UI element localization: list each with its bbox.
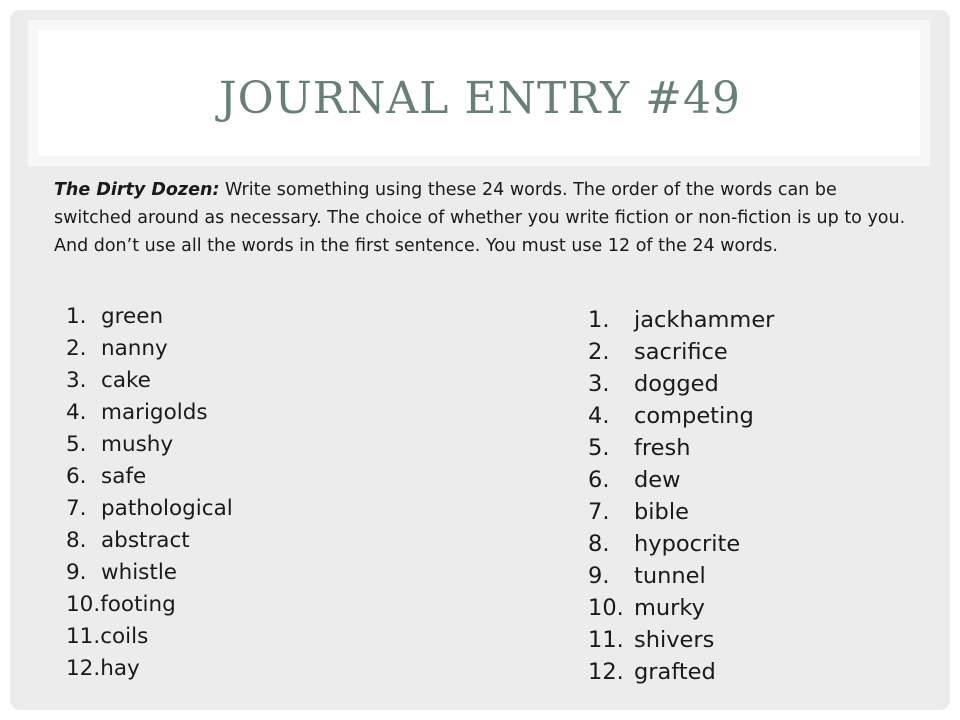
list-item <box>588 368 918 400</box>
list-item-number: 2. <box>66 336 87 361</box>
list-item-word: bible <box>634 499 689 525</box>
list-item-word: coils <box>100 624 149 649</box>
list-item-word: murky <box>634 595 705 621</box>
list-item <box>66 301 366 333</box>
instructions <box>54 176 914 260</box>
list-item <box>66 653 366 685</box>
list-item-number: 11. <box>66 624 101 649</box>
list-item-word: marigolds <box>101 400 208 425</box>
list-item-number: 11. <box>588 627 624 653</box>
list-item-word: whistle <box>101 560 178 585</box>
list-item-number: 6. <box>588 467 610 493</box>
list-item-word: abstract <box>101 528 190 553</box>
list-item-word: shivers <box>634 627 715 653</box>
list-item <box>66 461 366 493</box>
list-item-number: 7. <box>588 499 610 525</box>
list-item-word: mushy <box>101 432 174 457</box>
list-item <box>66 621 366 653</box>
list-item-number: 3. <box>66 368 87 393</box>
list-item-number: 12. <box>588 659 624 685</box>
list-item-number: 1. <box>66 304 87 329</box>
list-item <box>588 624 918 656</box>
list-item <box>66 557 366 589</box>
list-item <box>588 400 918 432</box>
word-list-left <box>66 301 366 685</box>
list-item-number: 5. <box>588 435 610 461</box>
list-item <box>588 656 918 688</box>
list-item <box>66 333 366 365</box>
list-item-word: green <box>101 304 164 329</box>
list-item-number: 5. <box>66 432 87 457</box>
list-item-word: dogged <box>634 371 719 397</box>
list-item-number: 8. <box>588 531 610 557</box>
list-item-number: 7. <box>66 496 87 521</box>
list-item-number: 9. <box>66 560 87 585</box>
list-item-number: 3. <box>588 371 610 397</box>
list-item-word: competing <box>634 403 754 429</box>
list-item <box>588 304 918 336</box>
list-item-word: tunnel <box>634 563 706 589</box>
list-item-number: 12. <box>66 656 101 681</box>
instructions-body: Write something using these 24 words. The order of the words can be switched around as necessary. The choice of whether you write fiction or non-fiction is up to you. And don’t use all the words in the first sentence. You must use 12 of the 24 words. <box>54 180 906 256</box>
list-item-number: 10. <box>588 595 624 621</box>
list-item-word: footing <box>100 592 176 617</box>
list-item-number: 4. <box>588 403 610 429</box>
list-item-word: cake <box>101 368 151 393</box>
list-item-word: nanny <box>101 336 168 361</box>
list-item-number: 10. <box>66 592 101 617</box>
list-item <box>588 528 918 560</box>
list-item-word: fresh <box>634 435 691 461</box>
list-item <box>66 365 366 397</box>
list-item <box>588 336 918 368</box>
list-item-number: 1. <box>588 307 610 333</box>
list-item-word: grafted <box>634 659 716 685</box>
word-list-right <box>588 304 918 688</box>
list-item-number: 8. <box>66 528 87 553</box>
list-item-word: pathological <box>101 496 233 521</box>
list-item <box>66 493 366 525</box>
list-item-word: hypocrite <box>634 531 741 557</box>
slide-title: JOURNAL ENTRY #49 <box>218 73 742 124</box>
list-item-word: hay <box>100 656 140 681</box>
list-item <box>66 429 366 461</box>
list-item <box>66 525 366 557</box>
list-item <box>588 432 918 464</box>
instructions-lead: The Dirty Dozen: <box>54 180 220 200</box>
list-item-word: safe <box>101 464 147 489</box>
list-item-number: 9. <box>588 563 610 589</box>
list-item <box>588 496 918 528</box>
list-item-word: dew <box>634 467 681 493</box>
list-item-word: jackhammer <box>634 307 775 333</box>
list-item <box>66 397 366 429</box>
list-item <box>588 464 918 496</box>
list-item <box>588 560 918 592</box>
list-item-number: 6. <box>66 464 87 489</box>
list-item-number: 4. <box>66 400 87 425</box>
list-item <box>588 592 918 624</box>
list-item <box>66 589 366 621</box>
list-item-number: 2. <box>588 339 610 365</box>
list-item-word: sacrifice <box>634 339 728 365</box>
